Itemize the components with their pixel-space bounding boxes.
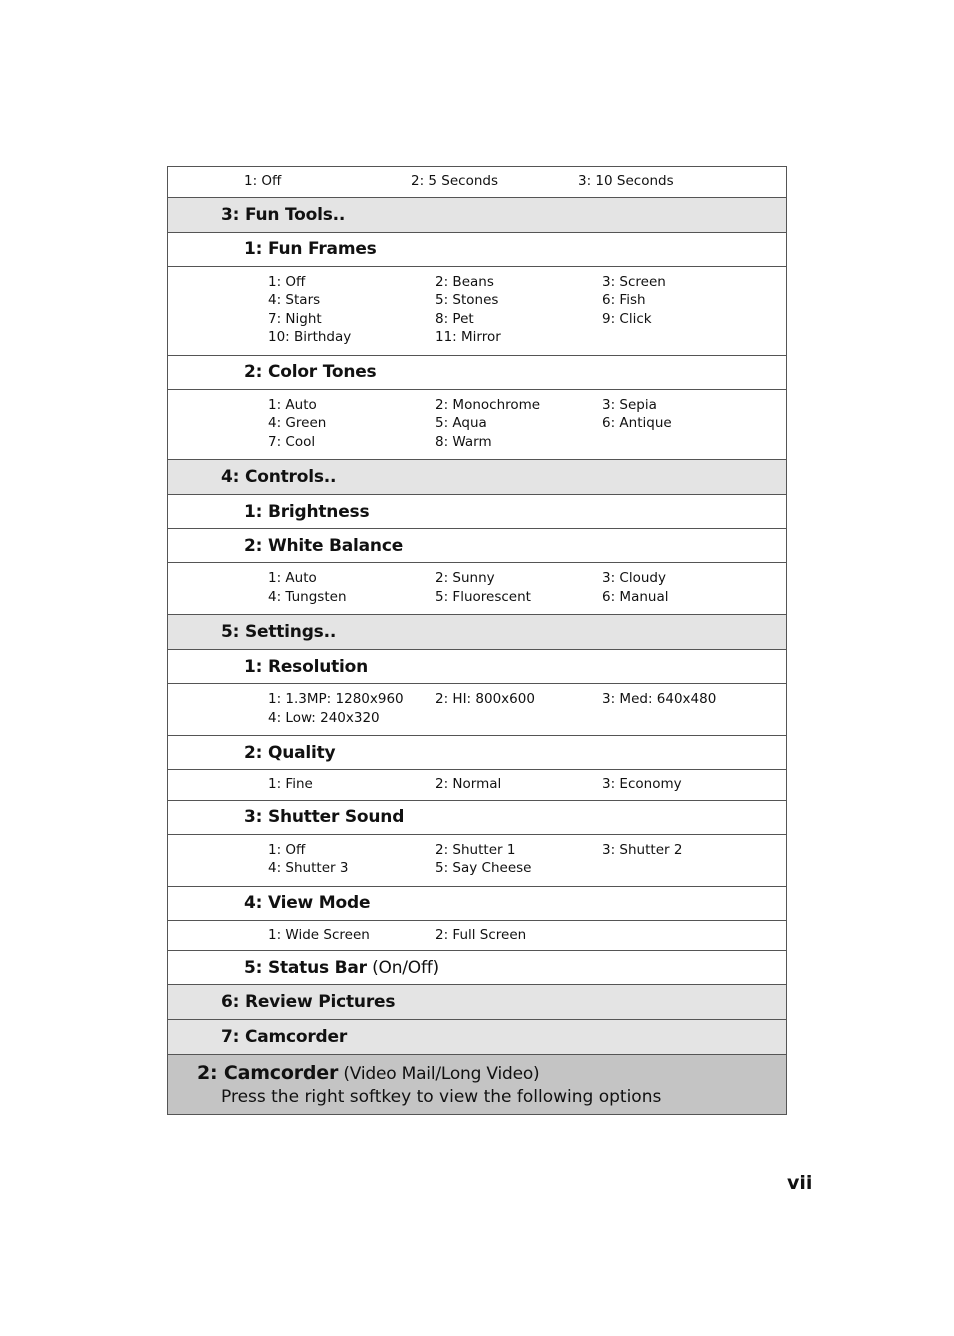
menu-heading: 5: Status Bar	[244, 957, 367, 978]
option-item: 8: Pet	[435, 310, 474, 327]
option-item: 1: Auto	[268, 570, 317, 586]
option-item: 3: Screen	[602, 273, 666, 290]
option-item: 1: Off	[268, 273, 306, 290]
menu-heading: 2: Color Tones	[244, 362, 377, 382]
menu-heading: 6: Review Pictures	[221, 992, 396, 1012]
option-row	[168, 167, 786, 198]
option-item: 2: Beans	[435, 273, 494, 290]
option-item	[602, 859, 769, 878]
option-item	[435, 709, 602, 728]
option-item: 3: Med: 640x480	[602, 691, 717, 707]
option-item: 3: Shutter 2	[602, 841, 683, 858]
menu-heading: 1: Fun Frames	[244, 239, 377, 259]
option-item: 8: Warm	[435, 433, 492, 450]
menu-heading-note: (On/Off)	[366, 957, 439, 978]
option-item: 1: Auto	[268, 396, 317, 413]
option-item: 5: Fluorescent	[435, 588, 531, 605]
option-item: 5: Say Cheese	[435, 860, 532, 876]
option-item: 2: Normal	[435, 776, 502, 792]
option-item: 10: Birthday	[268, 329, 352, 345]
menu-heading-row	[168, 198, 786, 233]
menu-heading: 1: Brightness	[244, 501, 370, 522]
option-item: 4: Low: 240x320	[268, 709, 380, 726]
option-item: 3: Cloudy	[602, 570, 666, 586]
option-row	[168, 684, 786, 736]
menu-heading-row	[168, 736, 786, 770]
option-item: 2: HI: 800x600	[435, 691, 535, 707]
menu-heading: 2: Camcorder	[197, 1062, 339, 1084]
menu-heading-row	[168, 233, 786, 267]
option-item: 1: Wide Screen	[268, 926, 370, 943]
option-item: 2: Monochrome	[435, 396, 541, 413]
menu-heading-note: (Video Mail/Long Video)	[338, 1064, 540, 1084]
option-item: 4: Stars	[268, 292, 321, 308]
menu-heading: 5: Settings..	[221, 622, 337, 642]
menu-heading-subtext: Press the right softkey to view the following options	[221, 1087, 662, 1107]
option-item: 6: Manual	[602, 588, 669, 605]
option-item: 4: Green	[268, 415, 327, 431]
option-item: 6: Fish	[602, 292, 646, 308]
menu-heading: 3: Fun Tools..	[221, 204, 346, 225]
menu-heading: 2: White Balance	[244, 535, 404, 556]
page-number: vii	[787, 1172, 813, 1194]
menu-heading: 7: Camcorder	[221, 1027, 348, 1047]
option-item: 9: Click	[602, 310, 652, 327]
menu-heading: 4: View Mode	[244, 893, 371, 913]
menu-heading-row	[168, 495, 786, 529]
menu-heading-row	[168, 951, 786, 985]
menu-heading-row	[168, 985, 786, 1020]
menu-heading-row	[168, 801, 786, 835]
option-item: 5: Aqua	[435, 415, 487, 431]
option-row	[168, 835, 786, 887]
option-item: 7: Cool	[268, 433, 316, 450]
option-item: 3: Economy	[602, 776, 682, 792]
option-item	[602, 926, 769, 945]
option-item: 2: Full Screen	[435, 926, 527, 943]
option-item: 2: 5 Seconds	[411, 173, 499, 189]
menu-heading-row	[168, 529, 786, 563]
menu-heading-row	[168, 460, 786, 495]
option-item: 2: Shutter 1	[435, 841, 516, 858]
option-item: 1: Fine	[268, 776, 313, 792]
option-item: 11: Mirror	[435, 329, 501, 345]
option-row	[168, 390, 786, 461]
option-item: 2: Sunny	[435, 570, 495, 586]
menu-heading: 4: Controls..	[221, 467, 337, 487]
menu-heading-row	[168, 887, 786, 921]
option-row	[168, 563, 786, 615]
option-item: 4: Tungsten	[268, 588, 347, 605]
option-item: 7: Night	[268, 310, 322, 327]
option-item: 1: Off	[268, 841, 306, 858]
option-item	[602, 328, 769, 347]
option-item	[602, 433, 769, 452]
menu-heading: 3: Shutter Sound	[244, 807, 405, 827]
menu-heading-row	[168, 1055, 786, 1115]
menu-heading-row	[168, 650, 786, 684]
option-row	[168, 267, 786, 356]
menu-heading-row	[168, 1020, 786, 1055]
option-item: 1: Off	[244, 173, 282, 189]
option-item: 4: Shutter 3	[268, 860, 349, 876]
menu-tree-table	[167, 166, 787, 1115]
option-item: 1: 1.3MP: 1280x960	[268, 691, 404, 707]
option-item: 3: 10 Seconds	[578, 173, 674, 189]
menu-heading-row	[168, 356, 786, 390]
option-item: 3: Sepia	[602, 396, 657, 413]
option-row	[168, 770, 786, 801]
option-item: 6: Antique	[602, 415, 672, 431]
menu-heading-row	[168, 615, 786, 650]
menu-heading: 1: Resolution	[244, 656, 369, 677]
menu-heading: 2: Quality	[244, 742, 336, 763]
option-item: 5: Stones	[435, 292, 499, 308]
option-item	[602, 709, 769, 728]
option-row	[168, 921, 786, 952]
